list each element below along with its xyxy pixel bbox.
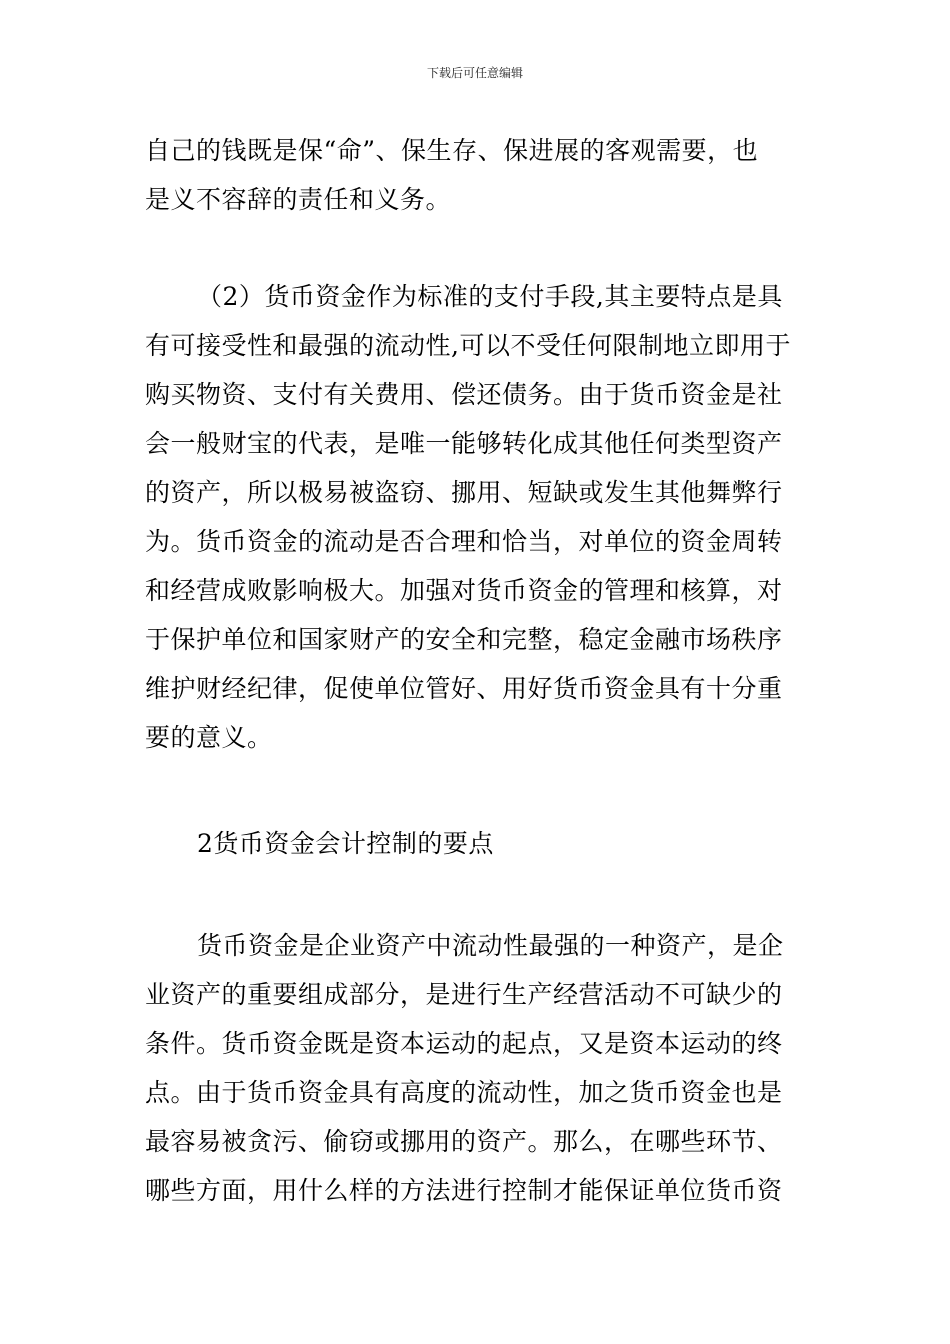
paragraph-3	[145, 921, 810, 1215]
text-line: 和经营成败影响极大。加强对货币资金的管理和核算，对	[145, 576, 783, 605]
text-line: 条件。货币资金既是资本运动的起点，又是资本运动的终	[145, 1029, 783, 1058]
text-line: 维护财经纪律，促使单位管好、用好货币资金具有十分重	[145, 674, 783, 703]
text-line: 自己的钱既是保“命”、保生存、保进展的客观需要，也	[145, 136, 759, 165]
heading-text: 2货币资金会计控制的要点	[197, 829, 494, 858]
text-line: 会一般财宝的代表，是唯一能够转化成其他任何类型资产	[145, 429, 783, 458]
text-line: 购买物资、支付有关费用、偿还债务。由于货币资金是社	[145, 380, 783, 409]
text-line: 货币资金是企业资产中流动性最强的一种资产，是企	[197, 931, 784, 960]
text-line: 于保护单位和国家财产的安全和完整，稳定金融市场秩序	[145, 625, 783, 654]
text-line: 有可接受性和最强的流动性,可以不受任何限制地立即用于	[145, 331, 791, 360]
paragraph-2	[145, 272, 810, 762]
text-line: 业资产的重要组成部分，是进行生产经营活动不可缺少的	[145, 980, 783, 1009]
text-line: 最容易被贪污、偷窃或挪用的资产。那么，在哪些环节、	[145, 1127, 783, 1156]
text-line: 的资产，所以极易被盗窃、挪用、短缺或发生其他舞弊行	[145, 478, 783, 507]
text-line: 点。由于货币资金具有高度的流动性，加之货币资金也是	[145, 1078, 783, 1107]
text-line: （2）货币资金作为标准的支付手段,其主要特点是具	[197, 282, 783, 311]
paragraph-1	[145, 126, 810, 224]
text-line: 要的意义。	[145, 723, 273, 752]
text-line: 哪些方面，用什么样的方法进行控制才能保证单位货币资	[145, 1176, 783, 1205]
page-header: 下载后可任意编辑	[426, 66, 523, 80]
text-line: 为。货币资金的流动是否合理和恰当，对单位的资金周转	[145, 527, 783, 556]
section-heading	[145, 819, 810, 868]
text-line: 是义不容辞的责任和义务。	[145, 185, 452, 214]
